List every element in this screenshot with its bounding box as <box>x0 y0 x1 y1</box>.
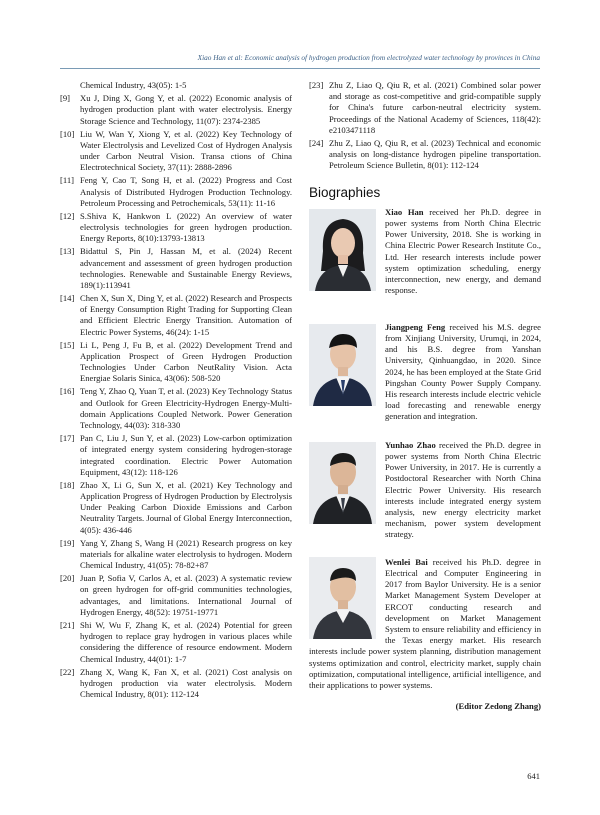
reference-number: [10] <box>60 128 75 139</box>
reference-item <box>60 175 292 209</box>
reference-text: Zhu Z, Liao Q, Qiu R, et al. (2021) Combined solar power and storage as cost-competitive and grid-compatible supply for China's future carbon-neutral electricity system. Proceedings of the National Academy of Sciences, 118(42): e2103471118 <box>329 80 541 135</box>
reference-text: Teng Y, Zhao Q, Yuan T, et al. (2023) Key Technology Status and Outlook for Green Electricity-Hydrogen Energy-Multi-domain Applications Coupled Network. Power Generation Technology, 44(03): 318-330 <box>80 386 292 431</box>
reference-item <box>60 93 292 127</box>
reference-item <box>60 340 292 385</box>
reference-text: Li L, Peng J, Fu B, et al. (2022) Development Trend and Application Prospect of Green Hydrogen Production Technologies Under Carbon NeutRality Vision. Acta Energiae Solaris Sinica, 43(06): 508-520 <box>80 339 292 384</box>
biography-body: received the Ph.D. degree in power systems from North China Electric Power University, in 2017. He is currently a Postdoctoral Researcher with North China Electric Power University. His research interests include integrated energy system analysis, new energy electricity market mechanism, power system development strategy. <box>385 439 541 540</box>
reference-text: Liu W, Wan Y, Xiong Y, et al. (2022) Key Technology of Water Electrolysis and Levelized Cost of Hydrogen Analysis under Carbon Neutral Vision. Transa ctions of China Electrotechnical Society, 37(11): 2888-2896 <box>80 128 292 173</box>
biography-body: received his M.S. degree from Xinjiang University, Urumqi, in 2024, and his B.S. degree from Yanshan University, Qinhuangdao, in 2020. Since 2024, he has been employed at the State Grid Pingshan County Power Supply Company. His research interests include electric vehicle load forecasting and renewable energy generation and integration. <box>385 321 541 422</box>
reference-number: [18] <box>60 479 75 490</box>
portrait-icon <box>309 324 376 406</box>
biography-jiangpeng-feng <box>309 321 541 442</box>
reference-text: Xu J, Ding X, Gong Y, et al. (2022) Economic analysis of hydrogen production plant with water electrolysis. Energy Storage Science and Technology, 11(07): 2374-2385 <box>80 93 292 126</box>
reference-item <box>60 129 292 174</box>
biography-yunhao-zhao <box>309 439 541 557</box>
portrait-icon <box>309 209 376 291</box>
reference-text: Zhang X, Wang K, Fan X, et al. (2021) Cost analysis on hydrogen production via water electrolysis. Modern Chemical Industry, 8(01): 112-124 <box>80 666 292 700</box>
reference-text: Zhao X, Li G, Sun X, et al. (2021) Key Technology and Application Progress of Hydrogen Production by Electrolysis Under Peaking Carbon Dioxide Emissions and Carbon Neutrality Targets. Journal of Global Energy Interconnection, 4(05): 436-446 <box>80 479 292 535</box>
reference-text: Chen X, Sun X, Ding Y, et al. (2022) Research and Prospects of Energy Consumption Right Trading for Supporting Clean and Efficient Electric Energy Transition. Automation of Electric Power Systems, 46(24): 1-15 <box>80 293 292 337</box>
reference-text: Pan C, Liu J, Sun Y, et al. (2023) Low-carbon optimization of integrated energy system considering hydrogen-storage integrated coordination. Electric Power Automation Equipment, 43(12): 118-126 <box>80 433 292 477</box>
running-title: Xiao Han et al: Economic analysis of hydrogen production from electrolyzed water technology by provinces in China <box>197 53 540 62</box>
reference-number: [19] <box>60 537 75 548</box>
reference-item <box>60 386 292 431</box>
biography-xiao-han <box>309 206 541 324</box>
reference-text: Shi W, Wu F, Zhang K, et al. (2024) Potential for green hydrogen to replace gray hydrogen in various places while considering the difference of resource endowment. Modern Chemical Industry, 44(01): 1-7 <box>80 619 292 664</box>
reference-number: [21] <box>60 619 75 630</box>
reference-text: Juan P, Sofia V, Carlos A, et al. (2023) A systematic review on green hydrogen for off-grid communities technologies, advantages, and limitations. International Journal of Hydrogen Energy, 48(52): 19751-19771 <box>80 573 292 617</box>
biography-wenlei-bai <box>309 557 541 691</box>
reference-text: S.Shiva K, Hankwon L (2022) An overview of water electrolysis technologies for green hydrogen production. Energy Reports, 8(10):13793-13813 <box>80 210 292 244</box>
author-photo-xiao-han <box>309 209 376 291</box>
reference-number: [13] <box>60 246 75 257</box>
reference-text: Chemical Industry, 43(05): 1-5 <box>80 80 187 90</box>
author-photo-wenlei-bai <box>309 557 376 639</box>
reference-number: [9] <box>60 93 71 104</box>
reference-number: [14] <box>60 293 75 303</box>
author-name: Wenlei Bai <box>385 556 428 567</box>
reference-item <box>309 138 541 172</box>
biography-text <box>385 440 541 541</box>
reference-text: Feng Y, Cao T, Song H, et al. (2022) Progress and Cost Analysis of Distributed Hydrogen Production Technology. Petroleum Processing and Petrochemicals, 53(11): 11-16 <box>80 175 292 208</box>
reference-item <box>60 620 292 665</box>
reference-item <box>60 538 292 572</box>
biography-body: received his Ph.D. degree in Electrical and Computer Engineering in 2017 from Baylor University. He is a senior Market Management System Developer at ERCOT conducting research and development on Market Management System to ensure reliability and efficiency in the Texas energy market. His research interests include power system planning, distribution management systems optimization and control, electricity market, supply chain optimization, computational intelligence, artificial intelligence, and their applications to power systems. <box>309 556 541 690</box>
reference-text: Zhu Z, Liao Q, Qiu R, et al. (2023) Technical and economic analysis on long-distance hydrogen pipeline transportation. Petroleum Science Bulletin, 8(01): 112-124 <box>329 137 541 171</box>
reference-item <box>60 433 292 478</box>
reference-item <box>60 573 292 618</box>
author-name: Yunhao Zhao <box>385 439 436 450</box>
biography-text <box>385 207 541 297</box>
running-header <box>60 48 540 69</box>
reference-item <box>60 667 292 701</box>
reference-text: Bidattul S, Pin J, Hassan M, et al. (2024) Recent advancement and assessment of green hydrogen production technologies. Renewable and Sustainable Energy Reviews, 189(1):113941 <box>80 246 292 290</box>
reference-number: [20] <box>60 573 75 584</box>
reference-number: [11] <box>60 175 74 186</box>
reference-item <box>60 293 292 338</box>
reference-text: Yang Y, Zhang S, Wang H (2021) Research progress on key materials for alkaline water electrolysis to hydrogen. Modern Chemical Industry, 41(05): 78-82+87 <box>80 537 292 571</box>
right-column <box>309 80 541 712</box>
reference-number: [23] <box>309 80 324 90</box>
reference-number: [16] <box>60 386 75 397</box>
references-left-column <box>60 80 292 702</box>
biography-text <box>385 322 541 423</box>
reference-item <box>309 80 541 136</box>
portrait-icon <box>309 442 376 524</box>
author-name: Xiao Han <box>385 206 424 217</box>
portrait-icon <box>309 557 376 639</box>
author-photo-jiangpeng-feng <box>309 324 376 406</box>
reference-item <box>60 246 292 291</box>
author-photo-yunhao-zhao <box>309 442 376 524</box>
reference-item <box>60 211 292 245</box>
author-name: Jiangpeng Feng <box>385 321 446 332</box>
reference-number: [12] <box>60 210 75 221</box>
reference-number: [15] <box>60 339 75 350</box>
editor-credit: (Editor Zedong Zhang) <box>455 701 541 712</box>
reference-item <box>60 80 292 91</box>
page-number: 641 <box>527 771 540 781</box>
biographies-heading: Biographies <box>309 184 381 200</box>
reference-number: [24] <box>309 137 324 148</box>
reference-item <box>60 480 292 536</box>
biography-body: received her Ph.D. degree in power systems from North China Electric Power University, 2018. She is working in China Electric Power Research Institute Co., Ltd. Her research interests include power system optimization scheduling, energy interconnection, new energy, and demand response. <box>385 206 541 296</box>
reference-number: [17] <box>60 433 75 444</box>
reference-number: [22] <box>60 666 75 677</box>
